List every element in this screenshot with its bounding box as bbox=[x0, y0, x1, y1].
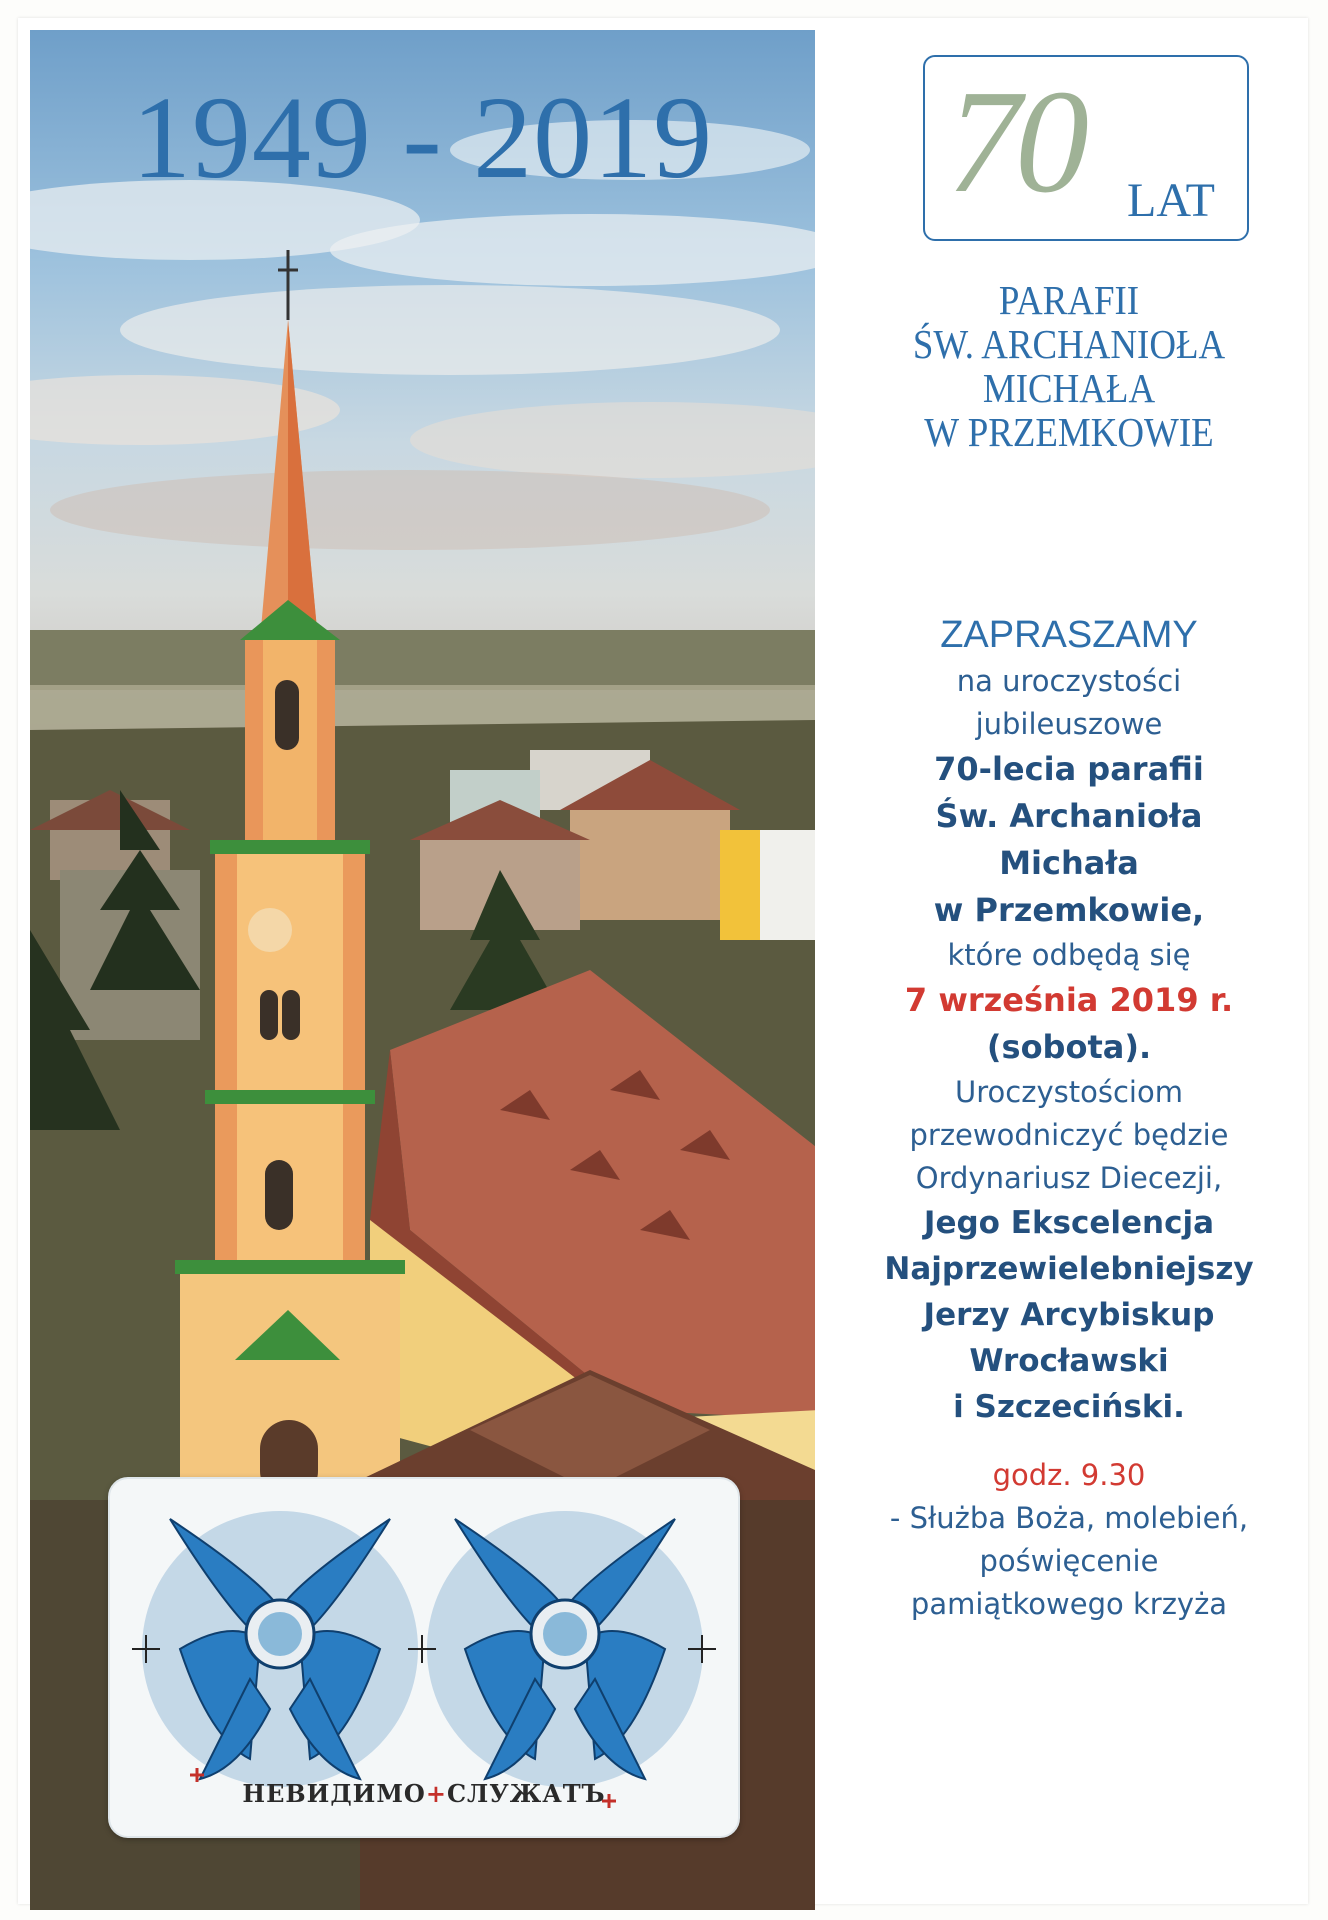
parish-heading bbox=[854, 278, 1284, 454]
invitation-text bbox=[830, 610, 1308, 1626]
event-date: 7 września 2019 r. bbox=[904, 981, 1234, 1019]
program-line-3: pamiątkowego krzyża bbox=[910, 1587, 1228, 1621]
anniversary-badge bbox=[923, 55, 1249, 241]
host-line-1: Jego Ekscelencja bbox=[923, 1205, 1215, 1241]
heading-line-1: PARAFII bbox=[998, 277, 1140, 323]
invite-line-1: na uroczystości bbox=[956, 664, 1182, 698]
invite-bold-2: Św. Archanioła bbox=[935, 797, 1203, 835]
invite-bold-1: 70-lecia parafii bbox=[934, 750, 1204, 788]
invite-line-5: przewodniczyć będzie bbox=[909, 1118, 1229, 1152]
invite-line-4: Uroczystościom bbox=[955, 1075, 1183, 1109]
church-photo bbox=[30, 30, 815, 1910]
angels-icon-card bbox=[108, 1477, 740, 1838]
caption-word-2: СЛУЖАТЪ bbox=[446, 1779, 606, 1808]
host-line-2: Najprzewielebniejszy bbox=[884, 1251, 1254, 1287]
spacer bbox=[830, 1430, 1308, 1454]
invite-bold-4: w Przemkowie, bbox=[933, 891, 1205, 929]
invite-line-3: które odbędą się bbox=[947, 938, 1191, 972]
heading-line-2: ŚW. ARCHANIOŁA bbox=[912, 321, 1226, 367]
badge-number: 70 bbox=[947, 60, 1083, 224]
program-line-1: - Służba Boża, molebień, bbox=[889, 1501, 1249, 1535]
invite-line-6: Ordynariusz Diecezji, bbox=[915, 1161, 1223, 1195]
icon-caption bbox=[110, 1779, 738, 1808]
host-line-5: i Szczeciński. bbox=[953, 1389, 1185, 1425]
event-time: godz. 9.30 bbox=[992, 1458, 1146, 1492]
program-line-2: poświęcenie bbox=[979, 1544, 1159, 1578]
invite-bold-3: Michała bbox=[999, 844, 1139, 882]
years-title: 1949 - 2019 bbox=[131, 72, 714, 203]
host-line-3: Jerzy Arcybiskup bbox=[923, 1297, 1215, 1333]
invite-line-2: jubileuszowe bbox=[975, 707, 1163, 741]
heading-line-3: MICHAŁA bbox=[982, 365, 1156, 411]
invite-title: ZAPRASZAMY bbox=[940, 614, 1198, 656]
heading-line-4: W PRZEMKOWIE bbox=[924, 409, 1214, 455]
host-line-4: Wrocławski bbox=[969, 1343, 1169, 1379]
caption-word-1: НЕВИДИМО bbox=[242, 1779, 426, 1808]
event-day: (sobota). bbox=[986, 1028, 1152, 1066]
caption-cross: + bbox=[425, 1779, 447, 1808]
badge-unit: LAT bbox=[1127, 174, 1215, 227]
